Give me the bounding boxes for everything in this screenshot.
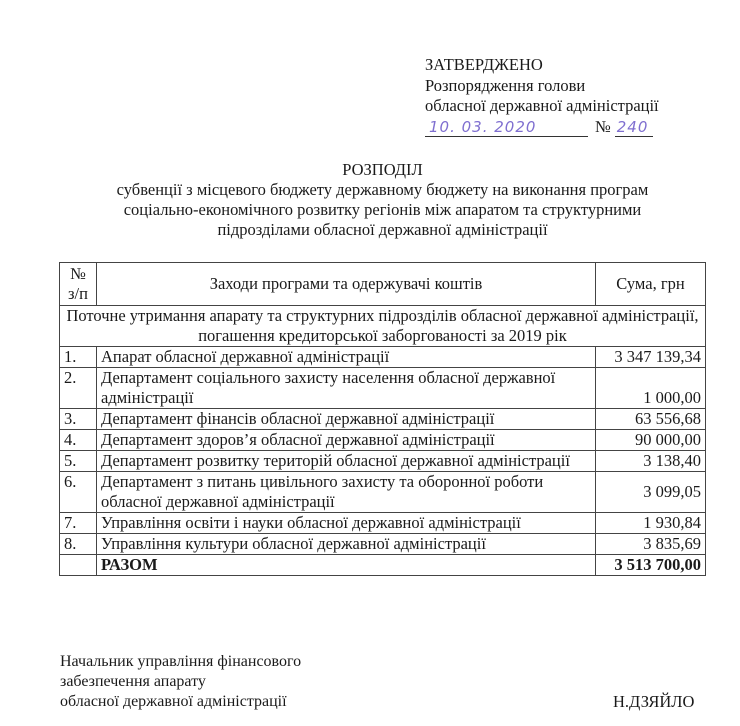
title-line-1: субвенції з місцевого бюджету державному бюджету на виконання програм [116, 180, 649, 199]
row-num: 1. [60, 347, 97, 368]
signatory-name: Н.ДЗЯЙЛО [613, 692, 695, 711]
total-row [60, 555, 706, 576]
document-title [60, 160, 705, 240]
number-sign: № [595, 116, 611, 136]
row-name: Департамент фінансів обласної державної адміністрації [97, 409, 596, 430]
row-sum: 63 556,68 [596, 409, 706, 430]
approval-block [425, 55, 659, 137]
title-line-3: підрозділами обласної державної адміністрації [217, 220, 548, 239]
row-sum: 1 000,00 [596, 368, 706, 409]
section-row [60, 306, 706, 347]
table-row [60, 347, 706, 368]
row-num: 3. [60, 409, 97, 430]
signatory-line-1: Начальник управління фінансового [60, 653, 302, 670]
row-name: Апарат обласної державної адміністрації [97, 347, 596, 368]
signatory-position [60, 652, 301, 712]
row-sum: 3 138,40 [596, 451, 706, 472]
row-name: Управління культури обласної державної адміністрації [97, 534, 596, 555]
row-sum: 1 930,84 [596, 513, 706, 534]
signatory-line-3: обласної державної адміністрації [60, 693, 287, 710]
table-row [60, 451, 706, 472]
row-num: 2. [60, 368, 97, 409]
row-name: Управління освіти і науки обласної державної адміністрації [97, 513, 596, 534]
approval-heading: ЗАТВЕРДЖЕНО [425, 55, 543, 74]
approval-line-1: Розпорядження голови [425, 75, 586, 95]
handwritten-number: 240 [615, 117, 653, 137]
row-name: Департамент соціального захисту населення обласної державної адміністрації [97, 368, 596, 409]
row-name: Департамент з питань цивільного захисту та оборонної роботи обласної державної адміністрації [97, 472, 596, 513]
signatory-line-2: забезпечення апарату [60, 673, 206, 690]
title-heading: РОЗПОДІЛ [342, 160, 423, 179]
approval-date-number [425, 117, 659, 138]
table-row [60, 368, 706, 409]
table-row [60, 534, 706, 555]
row-num: 8. [60, 534, 97, 555]
section-title: Поточне утримання апарату та структурних підрозділів обласної державної адміністрації, погашення кредиторської заборгованості за 2019 рік [60, 306, 706, 347]
title-line-2: соціально-економічного розвитку регіонів між апаратом та структурними [123, 200, 642, 219]
row-num: 7. [60, 513, 97, 534]
table-header-row [60, 263, 706, 306]
row-num: 6. [60, 472, 97, 513]
table-row [60, 409, 706, 430]
handwritten-date: 10. 03. 2020 [425, 117, 588, 137]
header-name: Заходи програми та одержувачі коштів [97, 263, 596, 306]
table-row [60, 472, 706, 513]
row-num: 4. [60, 430, 97, 451]
table-row [60, 430, 706, 451]
table-row [60, 513, 706, 534]
row-sum: 3 099,05 [596, 472, 706, 513]
header-sum: Сума, грн [596, 263, 706, 306]
row-sum: 3 835,69 [596, 534, 706, 555]
row-sum: 90 000,00 [596, 430, 706, 451]
header-num [60, 263, 97, 306]
row-name: Департамент здоров’я обласної державної адміністрації [97, 430, 596, 451]
total-label: РАЗОМ [97, 555, 596, 576]
header-num-line-1: № [70, 264, 86, 283]
approval-line-2: обласної державної адміністрації [425, 96, 659, 115]
row-sum: 3 347 139,34 [596, 347, 706, 368]
row-name: Департамент розвитку територій обласної державної адміністрації [97, 451, 596, 472]
header-num-line-2: з/п [68, 284, 88, 303]
total-sum: 3 513 700,00 [596, 555, 706, 576]
total-num [60, 555, 97, 576]
row-num: 5. [60, 451, 97, 472]
distribution-table [59, 262, 706, 576]
